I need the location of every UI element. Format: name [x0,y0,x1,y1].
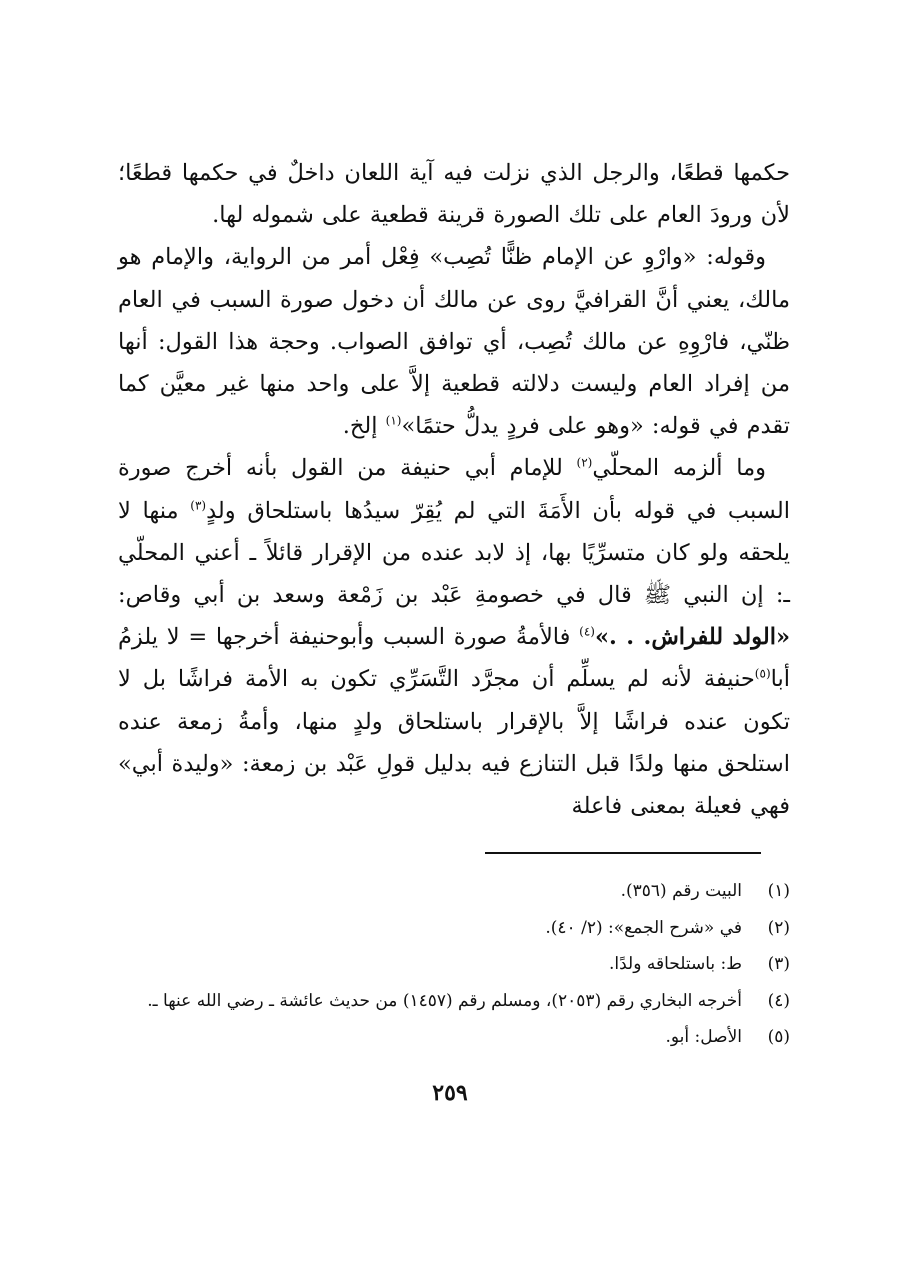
text-run: منها لا يلحقه ولو كان متسرِّيًا بها، إذ لابد عنده من الإقرار قائلاً ـ أعني المحلّي ـ: إن النبي ﷺ قال في خصومةِ عَبْد بن زَمْعة وسعد بن أبي وقاص: [118,497,790,609]
text-run: وقوله: «وارْوِ عن الإمام ظنًّا تُصِب» فِعْل أمر من الرواية، والإمام هو مالك، يعني أنَّ القرافيَّ روى عن مالك أن دخول صورة السبب في العام ظنّي، فارْوِهِ عن مالك تُصِب، أي توافق الصواب. وحجة هذا القول: أنها من إفراد العام وليست دلالته قطعية إلاَّ على واحد منها غير معيَّن كما تقدم في قوله: «وهو على فردٍ يدلُّ حتمًا» [118,244,790,440]
hadith-quote: «الولد للفراش. . .» [594,624,791,651]
footnote-marker: (٢) [576,455,593,470]
footnotes [60,873,790,1056]
footnote-number: (٤) [767,990,790,1011]
footnote [60,983,790,1020]
footnote-number: (٥) [767,1027,790,1047]
footnote [60,946,790,983]
footnote-marker: (٣) [190,498,207,513]
footnote [60,873,790,910]
footnote [60,1019,790,1056]
paragraph [118,447,790,827]
footnote-number: (١) [767,881,790,901]
text-run: حنيفة لأنه لم يسلِّم أن مجرَّد التَّسَرِّي تكون به الأمة فراشًا بل لا تكون عنده فراشًا إلاَّ بالإقرار باستلحاق ولدٍ منها، وأمةُ زمعة عنده استلحق منها ولدًا قبل التنازع فيه بدليل قولِ عَبْد بن زمعة: «وليدة أبي» فهي فعيلة بمعنى فاعلة [118,666,790,820]
text-run: فالأمةُ صورة السبب وأبوحنيفة أخرجها = لا يلزمُ أبا [118,624,790,693]
main-text [118,152,790,827]
footnote-text: في «شرح الجمع»: (٢/ ٤٠). [545,917,742,938]
paragraph [118,152,790,236]
footnote-text: ط: باستلحاقه ولدًا. [608,954,742,974]
footnote-text: أخرجه البخاري رقم (٢٠٥٣)، ومسلم رقم (١٤٥٧) من حديث عائشة ـ رضي الله عنها ـ. [147,990,742,1011]
footnote-text: الأصل: أبو. [665,1027,742,1047]
footnote-marker: (٤) [579,624,595,639]
footnote-separator [485,852,761,854]
footnote-marker: (١) [385,413,402,428]
paragraph [118,236,790,447]
footnote [60,910,790,947]
text-run: حكمها قطعًا، والرجل الذي نزلت فيه آية اللعان داخلٌ في حكمها قطعًا؛ لأن ورودَ العام على تلك الصورة قرينة قطعية على شموله لها. [118,160,790,229]
page-number: ٢٥٩ [432,1080,468,1106]
footnote-number: (٣) [767,954,790,974]
text-run: للإمام أبي حنيفة من القول بأنه أخرج صورة السبب في قوله بأن الأَمَةَ التي لم يُقِرّ سيدُها باستلحاق ولدٍ [118,455,790,524]
footnote-marker: (٥) [754,666,771,681]
footnote-number: (٢) [767,917,790,938]
text-run: إلخ. [342,413,386,440]
footnote-text: البيت رقم (٣٥٦). [620,881,742,901]
text-run: وما ألزمه المحلّي [592,455,766,482]
